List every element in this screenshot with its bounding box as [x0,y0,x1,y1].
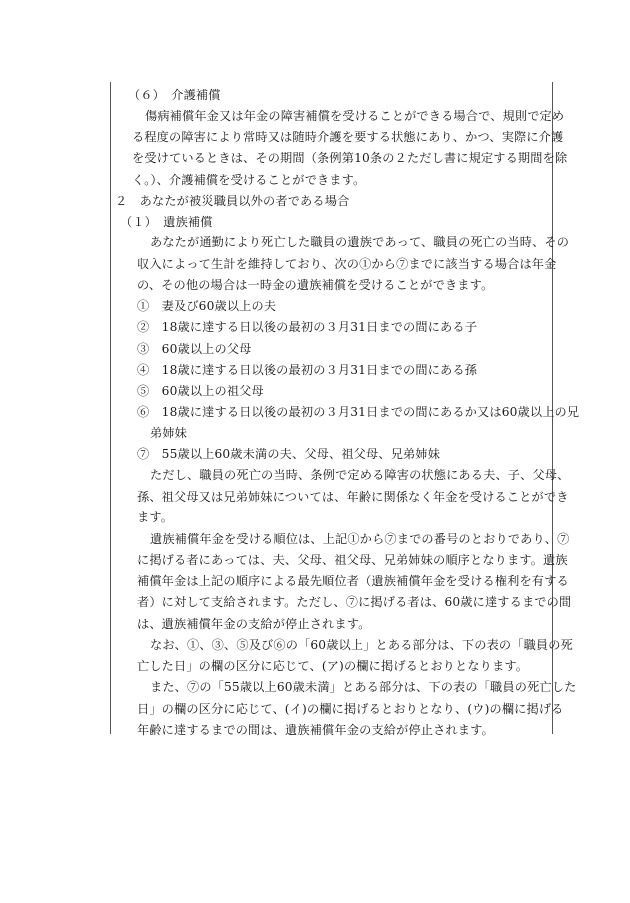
paragraph-line: なお、①、③、⑤及び⑥の「60歳以上」とある部分は、下の表の「職員の死 [150,638,573,653]
paragraph-line: に掲げる者にあっては、夫、父母、祖父母、兄弟姉妹の順序となります。遺族 [137,553,568,568]
paragraph-line: く。）、介護補償を受けることができます。 [132,172,366,187]
paragraph-line: ただし、職員の死亡の当時、条例で定める障害の状態にある夫、子、父母、 [150,468,570,483]
paragraph-line: 傷病補償年金又は年金の障害補償を受けることができる場合で、規則で定め [145,108,565,123]
paragraph-line: 年齢に達するまでの間は、遺族補償年金の支給が停止されます。 [137,723,494,737]
heading-izoku-hosho: （１） 遺族補償 [120,214,213,229]
paragraph-line: を受けているときは、その期間（条例第10条の２ただし書に規定する期間を除 [132,151,568,166]
paragraph-line: あなたが通勤により死亡した職員の遺族であって、職員の死亡の当時、その [150,235,570,250]
paragraph-line: 者）に対して支給されます。ただし、⑦に掲げる者は、60歳に達するまでの間 [137,595,572,610]
list-item: ④ 18歳に達する日以後の最初の３月31日までの間にある孫 [137,363,478,378]
list-item: ⑥ 18歳に達する日以後の最初の３月31日までの間にあるか又は60歳以上の兄 [137,405,580,420]
paragraph-line: の、その他の場合は一時金の遺族補償を受けることができます。 [137,278,494,293]
list-item: ② 18歳に達する日以後の最初の３月31日までの間にある子 [137,320,478,335]
paragraph-line: 孫、祖父母又は兄弟姉妹については、年齢に関係なく年金を受けることができ [137,489,569,504]
paragraph-line: る程度の障害により常時又は随時介護を要する状態にあり、かつ、実際に介護 [132,129,564,144]
section-heading-2: ２ あなたが被災職員以外の者である場合 [115,194,350,209]
paragraph-line: 収入によって生計を維持しており、次の①から⑦までに該当する場合は年金 [137,256,557,271]
paragraph-line: 補償年金は上記の順序による最先順位者（遺族補償年金を受ける権利を有する [137,573,569,588]
heading-kaigo-hosho: （６） 介護補償 [128,88,221,102]
paragraph-line: 亡した日」の欄の区分に応じて、(ア)の欄に掲げるとおりとなります。 [137,658,529,673]
paragraph-line: また、⑦の「55歳以上60歳未満」とある部分は、下の表の「職員の死亡した [150,680,577,695]
list-item-continuation: 弟姉妹 [150,426,188,441]
list-item: ③ 60歳以上の父母 [137,341,252,356]
list-item: ⑦ 55歳以上60歳未満の夫、父母、祖父母、兄弟姉妹 [137,446,441,461]
paragraph-line: 遺族補償年金を受ける順位は、上記①から⑦までの番号のとおりであり、⑦ [150,531,570,546]
list-item: ① 妻及び60歳以上の夫 [137,298,277,313]
paragraph-line: は、遺族補償年金の支給が停止されます。 [137,616,371,631]
list-item: ⑤ 60歳以上の祖父母 [137,383,264,398]
paragraph-line: ます。 [137,510,174,525]
paragraph-line: 日」の欄の区分に応じて、(イ)の欄に掲げるとおりとなり、(ウ)の欄に掲げる [137,701,564,716]
